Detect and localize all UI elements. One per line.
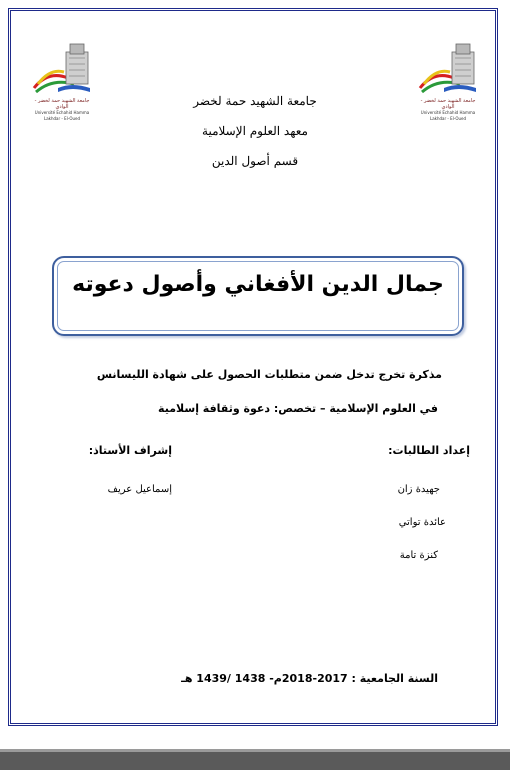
students-label: إعداد الطالبات: xyxy=(388,444,470,457)
student-name: عائدة تواتي xyxy=(398,517,446,528)
logo-caption-latin: Université Echahid Hamma Lakhdar - El-Oued xyxy=(420,110,476,121)
logo-caption-arabic: جامعة الشهيد حمة لخضر - الوادي xyxy=(420,98,476,110)
university-name: جامعة الشهيد حمة لخضر xyxy=(193,94,317,108)
supervisor-label: إشراف الأستاذ: xyxy=(88,444,172,457)
institute-name: معهد العلوم الإسلامية xyxy=(202,124,308,138)
university-logo-left xyxy=(28,38,96,121)
supervisor-name: إسماعيل عريف xyxy=(107,484,172,495)
university-logo-icon xyxy=(414,38,482,96)
university-logo-icon xyxy=(28,38,96,96)
thesis-description: مذكرة تخرج تدخل ضمن متطلبات الحصول على شهادة الليسانس xyxy=(96,368,442,381)
department-name: قسم أصول الدين xyxy=(211,154,299,168)
student-name: جهيدة زان xyxy=(397,484,440,495)
thesis-title: جمال الدين الأفغاني وأصول دعوته xyxy=(72,272,444,297)
specialty-line: في العلوم الإسلامية – تخصص: دعوة وثقافة إسلامية xyxy=(158,402,438,415)
logo-caption-latin: Université Echahid Hamma Lakhdar - El-Oued xyxy=(34,110,90,121)
logo-caption xyxy=(414,98,482,122)
bottom-bar xyxy=(0,752,510,770)
academic-year: السنة الجامعية : 2017-2018م- 1438 /1439 هـ xyxy=(181,672,438,685)
university-logo-right xyxy=(414,38,482,121)
student-name: كنزة تامة xyxy=(399,550,438,561)
title-box xyxy=(52,256,464,336)
logo-caption-arabic: جامعة الشهيد حمة لخضر - الوادي xyxy=(34,98,90,110)
logo-caption xyxy=(28,98,96,122)
